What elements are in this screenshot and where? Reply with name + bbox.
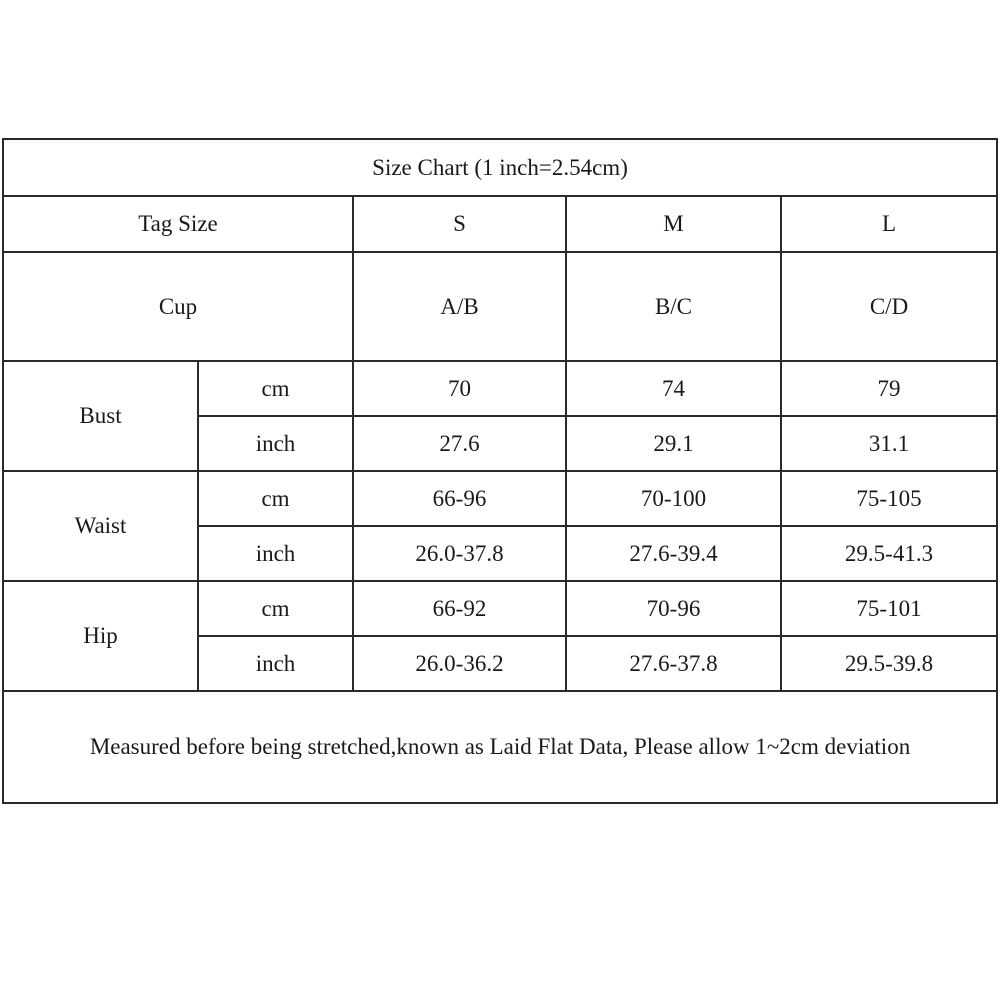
- unit-label: cm: [198, 471, 353, 526]
- value-cell: 29.5-39.8: [781, 636, 997, 691]
- hip-label: Hip: [3, 581, 198, 691]
- size-m-header: M: [566, 196, 781, 252]
- waist-cm-row: [3, 471, 997, 526]
- value-cell: 29.5-41.3: [781, 526, 997, 581]
- tag-size-row: [3, 196, 997, 252]
- value-cell: 74: [566, 361, 781, 416]
- value-cell: 75-105: [781, 471, 997, 526]
- value-cell: 26.0-36.2: [353, 636, 566, 691]
- hip-cm-row: [3, 581, 997, 636]
- note-cell: [3, 691, 997, 803]
- title-row: [3, 139, 997, 196]
- cup-s: A/B: [353, 252, 566, 361]
- note-row: [3, 691, 997, 803]
- size-l-header: L: [781, 196, 997, 252]
- cup-row: [3, 252, 997, 361]
- value-cell: 66-92: [353, 581, 566, 636]
- value-cell: 27.6: [353, 416, 566, 471]
- value-cell: 26.0-37.8: [353, 526, 566, 581]
- value-cell: 66-96: [353, 471, 566, 526]
- value-cell: 27.6-37.8: [566, 636, 781, 691]
- cup-m: B/C: [566, 252, 781, 361]
- tag-size-label: Tag Size: [3, 196, 353, 252]
- value-cell: 75-101: [781, 581, 997, 636]
- unit-label: cm: [198, 581, 353, 636]
- value-cell: 79: [781, 361, 997, 416]
- value-cell: 70-96: [566, 581, 781, 636]
- unit-label: inch: [198, 636, 353, 691]
- waist-label: Waist: [3, 471, 198, 581]
- value-cell: 27.6-39.4: [566, 526, 781, 581]
- unit-label: cm: [198, 361, 353, 416]
- bust-cm-row: [3, 361, 997, 416]
- measurement-note: Measured before being stretched,known as Laid Flat Data, Please allow 1~2cm deviation: [89, 734, 911, 759]
- cup-label: Cup: [3, 252, 353, 361]
- bust-label: Bust: [3, 361, 198, 471]
- unit-label: inch: [198, 416, 353, 471]
- value-cell: 31.1: [781, 416, 997, 471]
- value-cell: 70: [353, 361, 566, 416]
- size-chart-table: [2, 138, 998, 804]
- value-cell: 29.1: [566, 416, 781, 471]
- size-s-header: S: [353, 196, 566, 252]
- cup-l: C/D: [781, 252, 997, 361]
- chart-title: Size Chart (1 inch=2.54cm): [3, 139, 997, 196]
- value-cell: 70-100: [566, 471, 781, 526]
- unit-label: inch: [198, 526, 353, 581]
